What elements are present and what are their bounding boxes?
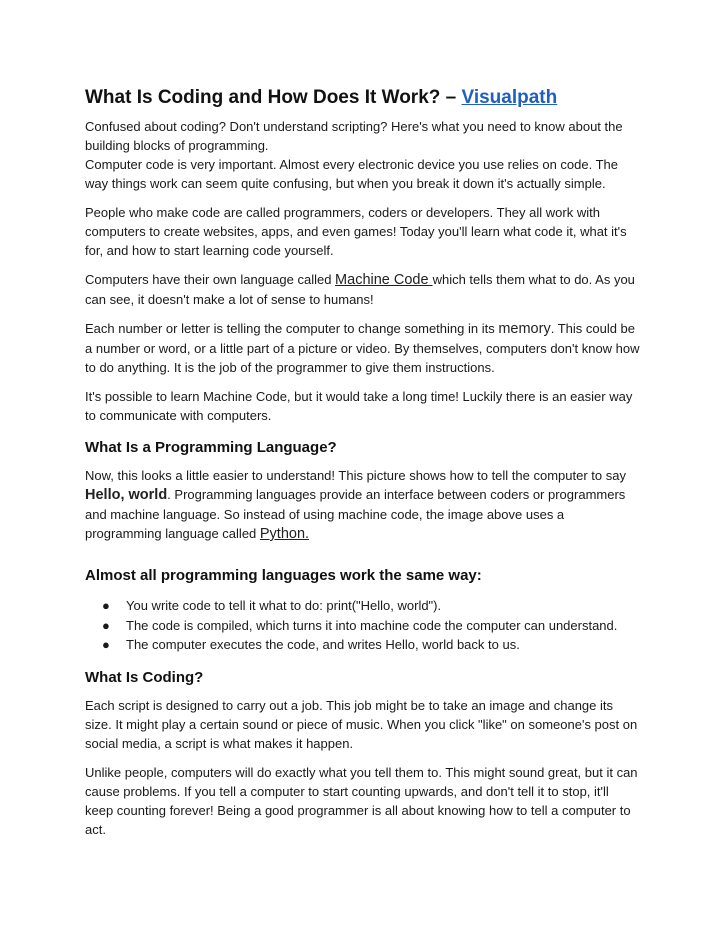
article-body — [85, 84, 640, 839]
python-paragraph — [85, 466, 640, 544]
script-paragraph: Each script is designed to carry out a job. This job might be to take an image and change its size. It might play a certain sound or piece of music. When you click "like" on someone's post on social media, a script is what makes it happen. — [85, 697, 638, 751]
programmers-paragraph: People who make code are called programmers, coders or developers. They all work with computers to create websites, apps, and even games! Today you'll learn what code it, what it's for, and how to start learning code yourself. — [85, 205, 627, 258]
python-link[interactable]: Python. — [259, 526, 310, 542]
page-title — [85, 84, 640, 112]
python-text-middle: . Programming languages provide an interface between coders or programmers and machine language. So instead of using machine code, the image above uses a programming language called — [85, 487, 626, 541]
machine-code-link[interactable]: Machine Code — [335, 272, 433, 288]
memory-text-before: Each number or letter is telling the computer to change something in its — [85, 321, 499, 336]
bullet-icon: ● — [102, 637, 110, 652]
memory-word: memory — [498, 321, 551, 337]
machine-code-text-before: Computers have their own language called — [85, 272, 336, 287]
bullet-icon: ● — [102, 598, 110, 613]
heading-what-is-coding: What Is Coding? — [85, 668, 204, 686]
hello-world-text: Hello, world — [85, 487, 168, 503]
machine-code-paragraph — [85, 270, 640, 309]
bullet-icon: ● — [102, 617, 110, 633]
list-item: ● The computer executes the code, and writes Hello, world back to us. — [85, 635, 640, 655]
steps-list — [85, 596, 640, 655]
heading-programming-language: What Is a Programming Language? — [85, 439, 337, 456]
list-item: ● The code is compiled, which turns it into machine code the computer can understand. — [85, 616, 640, 636]
possible-paragraph: It's possible to learn Machine Code, but it would take a long time! Luckily there is an easier way to communicate with computers. — [85, 389, 633, 423]
unlike-paragraph: Unlike people, computers will do exactly what you tell them to. This might sound great, but it can cause problems. If you tell a computer to start counting upwards, and don't tell it to stop, it'll keep counting forever! Being a good programmer is all about knowing how to tell a computer to act. — [85, 764, 638, 837]
page-title-text: What Is Coding and How Does It Work? – — [85, 87, 462, 108]
python-text-before: Now, this looks a little easier to understand! This picture shows how to tell the computer to say — [85, 468, 626, 483]
memory-text-after: . This could be a number or word, or a little part of a picture or video. By themselves, computers don't know how to do anything. It is the job of the programmer to give them instructions. — [85, 321, 640, 375]
memory-paragraph — [85, 319, 640, 377]
intro-paragraph-2: Computer code is very important. Almost every electronic device you use relies on code. The way things work can seem quite confusing, but when you break it down it's actually simple. — [85, 157, 619, 191]
visualpath-link[interactable]: Visualpath — [461, 87, 558, 108]
machine-code-text-after: which tells them what to do. As you can see, it doesn't make a lot of sense to humans! — [85, 272, 635, 307]
list-item: ● You write code to tell it what to do: print("Hello, world"). — [85, 596, 640, 616]
heading-same-way: Almost all programming languages work the same way: — [85, 567, 482, 584]
intro-paragraph-1: Confused about coding? Don't understand scripting? Here's what you need to know about the building blocks of programming. — [85, 119, 623, 153]
